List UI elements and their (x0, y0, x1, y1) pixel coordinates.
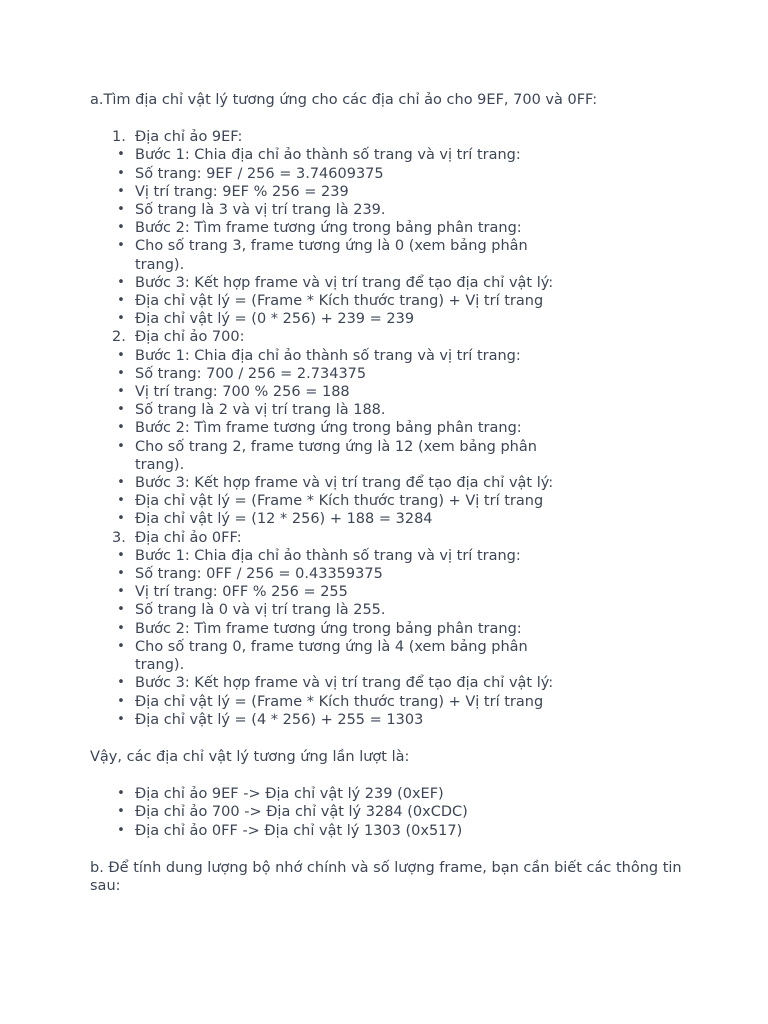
step-list (90, 146, 690, 328)
bullet-icon: • (117, 238, 125, 254)
substep-list (90, 365, 690, 401)
substep-text: Cho số trang 0, frame tương ứng là 4 (xem bảng phân trang). (135, 638, 528, 674)
bullet-icon: • (117, 402, 125, 418)
substep-list (90, 565, 690, 601)
part-a-heading: a.Tìm địa chỉ vật lý tương ứng cho các địa chỉ ảo cho 9EF, 700 và 0FF: (90, 92, 598, 108)
step-text: Bước 3: Kết hợp frame và vị trí trang để tạo địa chỉ vật lý: (135, 675, 554, 692)
summary-intro: Vậy, các địa chỉ vật lý tương ứng lần lượt là: (90, 748, 410, 765)
bullet-icon: • (117, 274, 125, 290)
summary-item (90, 785, 690, 803)
address-steps-list (90, 128, 690, 729)
substep-item (90, 638, 690, 674)
address-item (90, 128, 690, 328)
bullet-icon: • (117, 711, 125, 727)
step-text: Bước 1: Chia địa chỉ ảo thành số trang và vị trí trang: (135, 547, 521, 564)
substep-text: Số trang: 700 / 256 = 2.734375 (135, 365, 367, 382)
bullet-icon: • (117, 147, 125, 163)
step-item (90, 601, 690, 619)
step-item (90, 401, 690, 419)
step-item (90, 419, 690, 474)
substep-list (90, 438, 690, 474)
substep-item (90, 565, 690, 583)
bullet-icon: • (117, 804, 125, 820)
substep-text: Địa chỉ vật lý = (Frame * Kích thước trang) + Vị trí trang (135, 493, 544, 510)
substep-item (90, 711, 690, 729)
document-body (90, 91, 690, 895)
substep-item (90, 438, 690, 474)
item-number: 3. (112, 529, 126, 546)
item-label: Địa chỉ ảo 9EF: (135, 129, 243, 146)
substep-item (90, 365, 690, 383)
step-item (90, 201, 690, 219)
substep-text: Địa chỉ vật lý = (0 * 256) + 239 = 239 (135, 311, 415, 328)
substep-text: Địa chỉ vật lý = (4 * 256) + 255 = 1303 (135, 711, 424, 728)
substep-text: Địa chỉ vật lý = (Frame * Kích thước trang) + Vị trí trang (135, 693, 544, 710)
bullet-icon: • (117, 786, 125, 802)
step-list (90, 547, 690, 729)
step-item (90, 620, 690, 675)
summary-item (90, 803, 690, 821)
step-item (90, 547, 690, 602)
substep-item (90, 183, 690, 201)
item-number: 2. (112, 329, 126, 346)
bullet-icon: • (117, 220, 125, 236)
substep-item (90, 310, 690, 328)
step-text: Bước 1: Chia địa chỉ ảo thành số trang và vị trí trang: (135, 147, 521, 164)
substep-text: Số trang: 0FF / 256 = 0.43359375 (135, 566, 383, 583)
step-item (90, 674, 690, 729)
bullet-icon: • (117, 365, 125, 381)
substep-text: Địa chỉ vật lý = (Frame * Kích thước trang) + Vị trí trang (135, 293, 544, 310)
step-item (90, 474, 690, 529)
step-item (90, 146, 690, 201)
bullet-icon: • (117, 822, 125, 838)
substep-list (90, 492, 690, 528)
bullet-icon: • (117, 493, 125, 509)
bullet-icon: • (117, 311, 125, 327)
part-b-text: b. Để tính dung lượng bộ nhớ chính và số lượng frame, bạn cần biết các thông tin sau: (90, 859, 682, 894)
bullet-icon: • (117, 384, 125, 400)
substep-list (90, 292, 690, 328)
bullet-icon: • (117, 438, 125, 454)
substep-item (90, 492, 690, 510)
substep-item (90, 165, 690, 183)
bullet-icon: • (117, 202, 125, 218)
step-text: Bước 2: Tìm frame tương ứng trong bảng phân trang: (135, 620, 522, 637)
summary-item (90, 822, 690, 840)
bullet-icon: • (117, 620, 125, 636)
step-text: Số trang là 2 và vị trí trang là 188. (135, 402, 386, 419)
step-list (90, 347, 690, 529)
bullet-icon: • (117, 584, 125, 600)
substep-text: Vị trí trang: 700 % 256 = 188 (135, 384, 350, 401)
substep-item (90, 237, 690, 273)
summary-text: Địa chỉ ảo 9EF -> Địa chỉ vật lý 239 (0xEF) (135, 786, 444, 803)
substep-text: Cho số trang 2, frame tương ứng là 12 (xem bảng phân trang). (135, 438, 537, 473)
bullet-icon: • (117, 293, 125, 309)
substep-text: Vị trí trang: 0FF % 256 = 255 (135, 584, 348, 601)
bullet-icon: • (117, 511, 125, 527)
substep-text: Cho số trang 3, frame tương ứng là 0 (xem bảng phân trang). (135, 238, 528, 273)
bullet-icon: • (117, 420, 125, 436)
bullet-icon: • (117, 547, 125, 563)
bullet-icon: • (117, 693, 125, 709)
substep-list (90, 237, 690, 273)
bullet-icon: • (117, 347, 125, 363)
step-item (90, 274, 690, 329)
bullet-icon: • (117, 566, 125, 582)
substep-text: Số trang: 9EF / 256 = 3.74609375 (135, 165, 384, 182)
substep-item (90, 693, 690, 711)
step-text: Số trang là 3 và vị trí trang là 239. (135, 202, 386, 219)
step-item (90, 347, 690, 402)
item-label: Địa chỉ ảo 0FF: (135, 529, 242, 546)
substep-list (90, 165, 690, 201)
bullet-icon: • (117, 675, 125, 691)
summary-text: Địa chỉ ảo 0FF -> Địa chỉ vật lý 1303 (0x517) (135, 822, 463, 839)
bullet-icon: • (117, 183, 125, 199)
step-text: Bước 2: Tìm frame tương ứng trong bảng phân trang: (135, 420, 522, 437)
substep-item (90, 510, 690, 528)
address-item (90, 328, 690, 528)
substep-text: Vị trí trang: 9EF % 256 = 239 (135, 183, 349, 200)
item-number: 1. (112, 129, 126, 146)
step-text: Bước 1: Chia địa chỉ ảo thành số trang và vị trí trang: (135, 347, 521, 364)
item-label: Địa chỉ ảo 700: (135, 329, 245, 346)
substep-item (90, 583, 690, 601)
bullet-icon: • (117, 602, 125, 618)
substep-item (90, 292, 690, 310)
step-text: Bước 3: Kết hợp frame và vị trí trang để tạo địa chỉ vật lý: (135, 475, 554, 492)
bullet-icon: • (117, 475, 125, 491)
substep-text: Địa chỉ vật lý = (12 * 256) + 188 = 3284 (135, 511, 433, 528)
step-text: Số trang là 0 và vị trí trang là 255. (135, 602, 386, 619)
summary-list (90, 785, 690, 840)
step-text: Bước 3: Kết hợp frame và vị trí trang để tạo địa chỉ vật lý: (135, 274, 554, 291)
address-item (90, 529, 690, 729)
step-item (90, 219, 690, 274)
summary-text: Địa chỉ ảo 700 -> Địa chỉ vật lý 3284 (0xCDC) (135, 804, 468, 821)
bullet-icon: • (117, 165, 125, 181)
bullet-icon: • (117, 638, 125, 654)
substep-list (90, 638, 690, 674)
step-text: Bước 2: Tìm frame tương ứng trong bảng phân trang: (135, 220, 522, 237)
substep-list (90, 693, 690, 729)
substep-item (90, 383, 690, 401)
